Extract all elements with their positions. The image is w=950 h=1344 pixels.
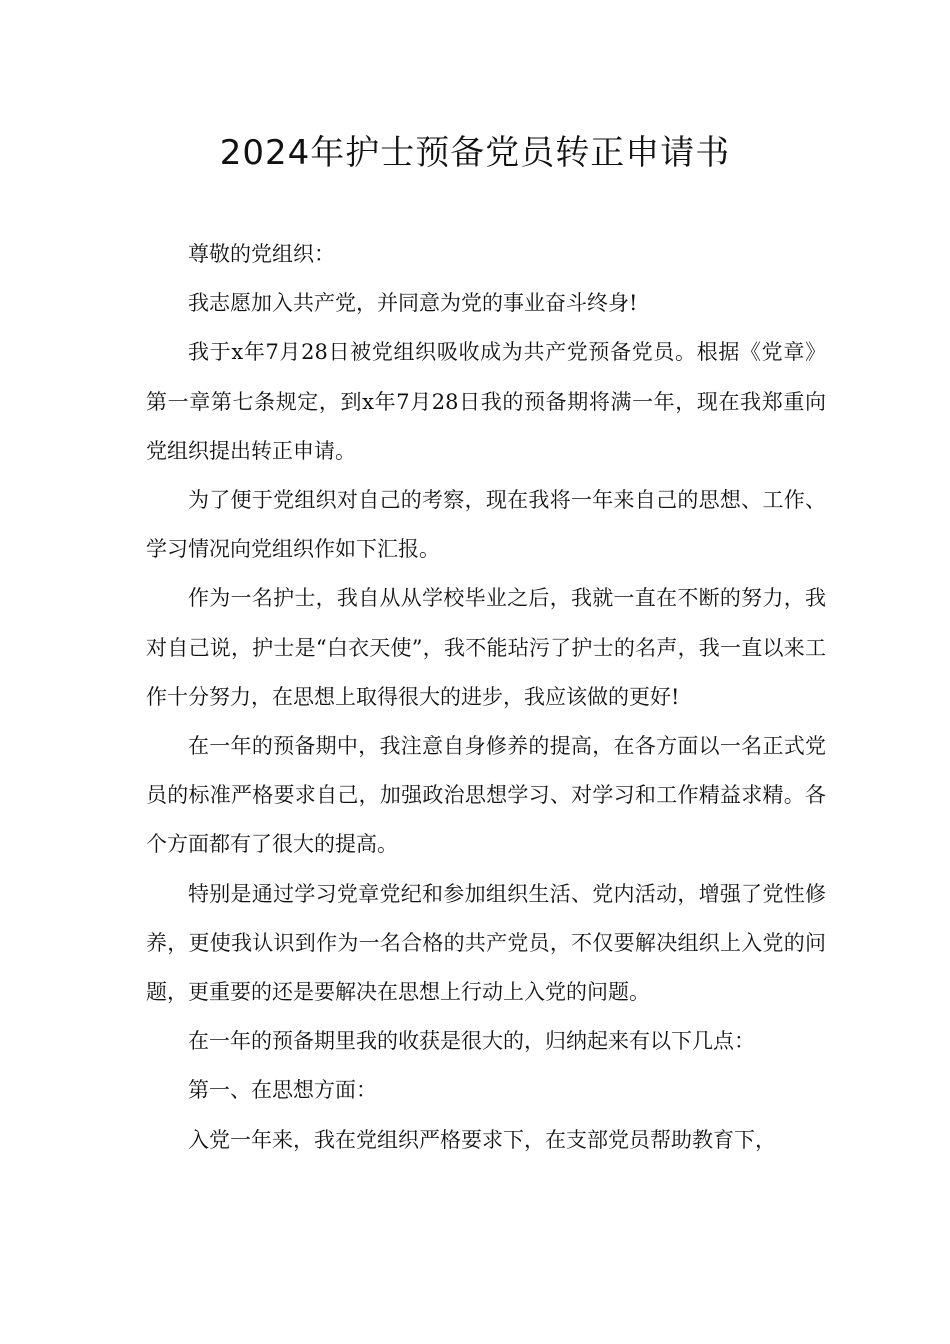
document-title: 2024年护士预备党员转正申请书 xyxy=(219,133,731,173)
section-heading: 第一、在思想方面： xyxy=(188,1078,377,1103)
salutation: 尊敬的党组织： xyxy=(188,242,335,266)
document-body xyxy=(146,230,826,1165)
paragraph: 为了便于党组织对自己的考察，现在我将一年来自己的思想、工作、学习情况向党组织作如下汇报。 xyxy=(146,488,826,562)
paragraph: 特别是通过学习党章党纪和参加组织生活、党内活动，增强了党性修养，更使我认识到作为一名合格的共产党员，不仅要解决组织上入党的问题，更重要的还是要解决在思想上行动上入党的问题。 xyxy=(146,881,826,1005)
paragraph: 入党一年来，我在党组织严格要求下，在支部党员帮助教育下， xyxy=(188,1127,776,1152)
paragraph: 我于x年7月28日被党组织吸收成为共产党预备党员。根据《党章》第一章第七条规定，到x年7月28日我的预备期将满一年，现在我郑重向党组织提出转正申请。 xyxy=(146,340,826,463)
paragraph: 在一年的预备期里我的收获是很大的，归纳起来有以下几点： xyxy=(188,1029,755,1054)
paragraph: 我志愿加入共产党，并同意为党的事业奋斗终身! xyxy=(188,291,638,316)
paragraph: 作为一名护士，我自从从学校毕业之后，我就一直在不断的努力，我对自己说，护士是“白衣天使”，我不能玷污了护士的名声，我一直以来工作十分努力，在思想上取得很大的进步，我应该做的更好! xyxy=(146,586,826,709)
paragraph: 在一年的预备期中，我注意自身修养的提高，在各方面以一名正式党员的标准严格要求自己，加强政治思想学习、对学习和工作精益求精。各个方面都有了很大的提高。 xyxy=(146,734,826,857)
